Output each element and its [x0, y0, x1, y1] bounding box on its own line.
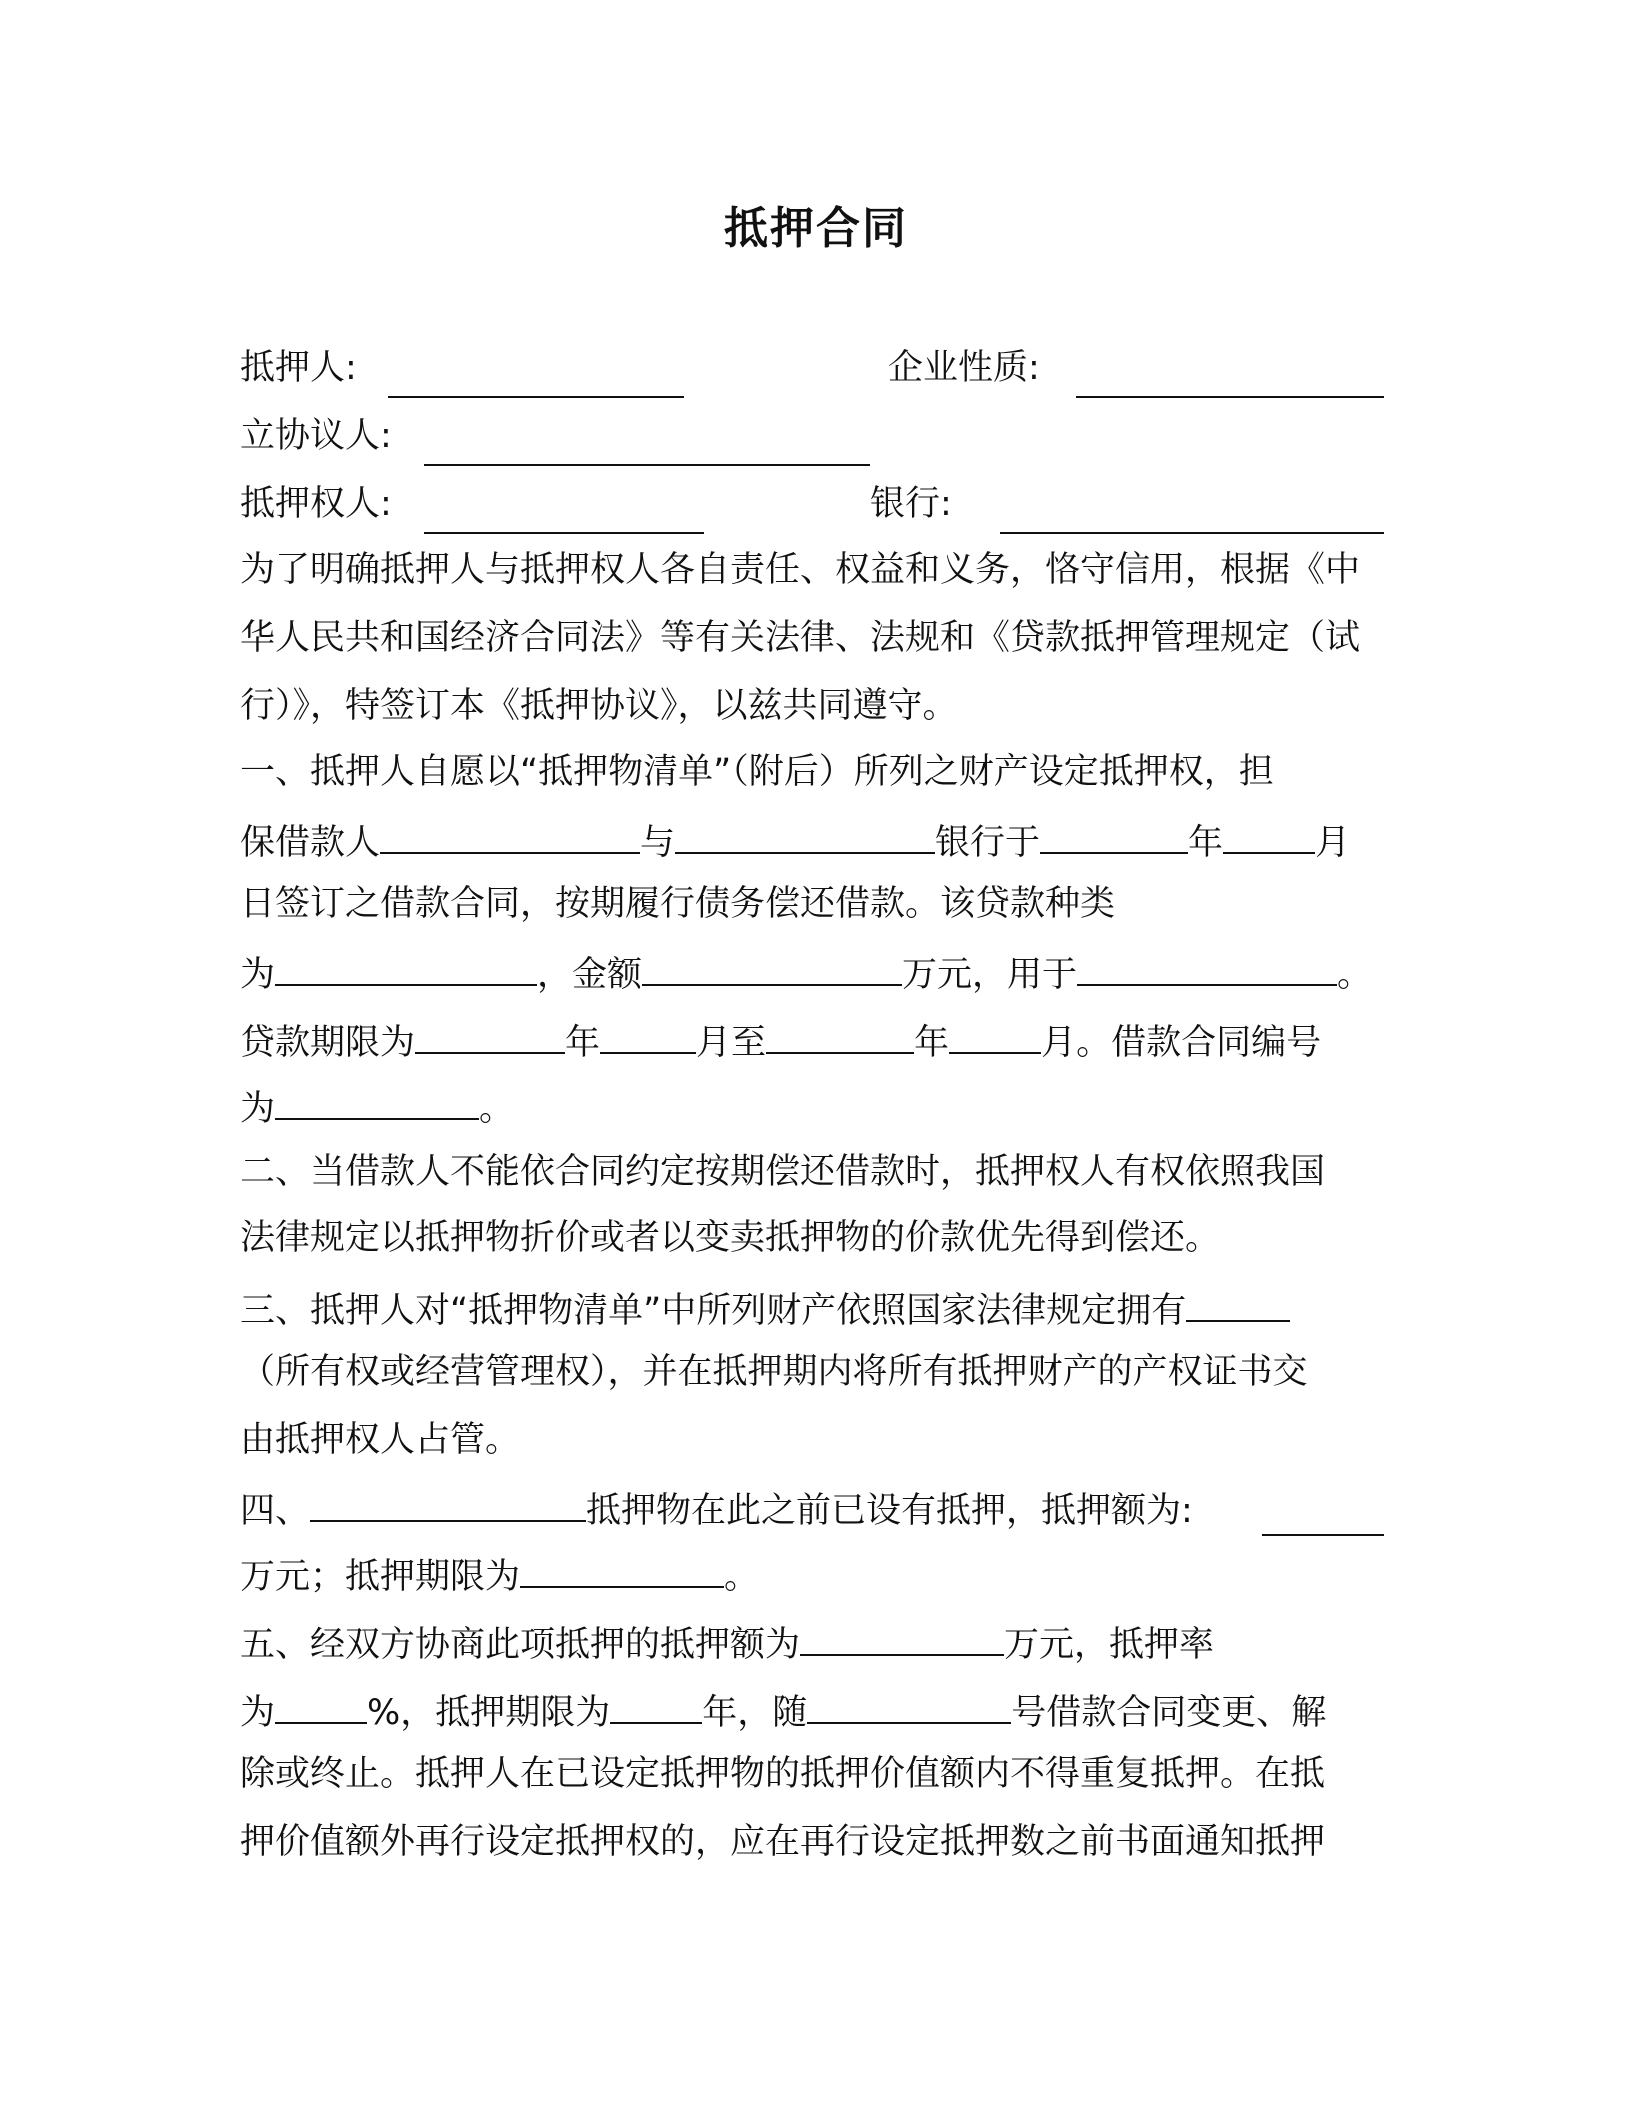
clause1-line-6	[240, 1076, 514, 1132]
clause5-text: 五、经双方协商此项抵押的抵押额为	[240, 1625, 801, 1665]
term-end-year-field[interactable]	[766, 1010, 914, 1054]
clause2-line-2: 法律规定以抵押物折价或者以变卖抵押物的价款优先得到偿还。	[240, 1218, 1221, 1258]
clause1-text: 。	[479, 1089, 515, 1129]
clause1-line-2	[240, 810, 1350, 866]
clause1-text: 贷款期限为	[240, 1023, 416, 1063]
clause1-text: 为	[240, 1089, 276, 1129]
preamble-line-3: 行）》，特签订本《抵押协议》，以兹共同遵守。	[240, 686, 958, 726]
clause5-text: 为	[240, 1693, 276, 1733]
clause1-text: 年	[565, 1023, 601, 1063]
term-start-month-field[interactable]	[600, 1010, 696, 1054]
mortgagee-field[interactable]	[424, 490, 704, 534]
document-title: 抵押合同	[724, 203, 908, 254]
mortgage-term-field[interactable]	[610, 1680, 702, 1724]
term-end-month-field[interactable]	[949, 1010, 1041, 1054]
clause4-text: 抵押物在此之前已设有抵押，抵押额为:	[586, 1491, 1193, 1531]
preamble-line-1: 为了明确抵押人与抵押权人各自责任、权益和义务，恪守信用，根据《中	[240, 550, 1361, 590]
clause1-text: 月	[1315, 823, 1351, 863]
clause5-line-3: 除或终止。抵押人在已设定抵押物的抵押价值额内不得重复抵押。在抵	[240, 1754, 1326, 1794]
enterprise-nature-label: 企业性质:	[888, 348, 1040, 388]
clause1-text: 。	[1337, 955, 1373, 995]
clause1-text: 月至	[696, 1023, 767, 1063]
clause1-text: 为	[240, 955, 276, 995]
clause1-text: ，金额	[537, 955, 643, 995]
clause3-line-1	[240, 1278, 1290, 1334]
mortgage-amount-field[interactable]	[800, 1612, 1004, 1656]
clause3-line-3: 由抵押权人占管。	[240, 1420, 521, 1460]
bank-label: 银行:	[870, 484, 952, 524]
clause1-line-4	[240, 942, 1372, 998]
clause5-line-2	[240, 1680, 1326, 1736]
clause1-text: 万元，用于	[902, 955, 1078, 995]
clause1-line-1: 一、抵押人自愿以“抵押物清单”（附后）所列之财产设定抵押权，担	[240, 752, 1274, 792]
clause5-text: 号借款合同变更、解	[1011, 1693, 1327, 1733]
loan-purpose-field[interactable]	[1077, 942, 1337, 986]
clause5-text: 年，随	[702, 1693, 808, 1733]
prior-mortgage-item-field[interactable]	[310, 1478, 586, 1522]
loan-type-field[interactable]	[275, 942, 537, 986]
preamble-line-2: 华人民共和国经济合同法》等有关法律、法规和《贷款抵押管理规定（试	[240, 618, 1361, 658]
lender-bank-field[interactable]	[675, 810, 935, 854]
clause2-line-1: 二、当借款人不能依合同约定按期偿还借款时，抵押权人有权依照我国	[240, 1152, 1326, 1192]
agreement-party-label: 立协议人:	[240, 416, 392, 456]
ownership-type-field[interactable]	[1186, 1278, 1290, 1322]
clause4-text: 。	[724, 1557, 760, 1597]
term-start-year-field[interactable]	[415, 1010, 565, 1054]
clause1-text: 与	[640, 823, 676, 863]
clause1-text: 年	[1188, 823, 1224, 863]
prior-mortgage-term-field[interactable]	[520, 1544, 724, 1588]
clause4-text: 四、	[240, 1491, 311, 1531]
clause1-text: 年	[914, 1023, 950, 1063]
enterprise-nature-field[interactable]	[1076, 354, 1384, 398]
clause5-text: 万元，抵押率	[1004, 1625, 1215, 1665]
bank-field[interactable]	[1000, 490, 1384, 534]
clause4-text: 万元；抵押期限为	[240, 1557, 521, 1597]
borrower-field[interactable]	[380, 810, 640, 854]
contract-number-field[interactable]	[275, 1076, 479, 1120]
clause5-line-4: 押价值额外再行设定抵押权的，应在再行设定抵押数之前书面通知抵押	[240, 1822, 1326, 1862]
clause1-text: 保借款人	[240, 823, 381, 863]
clause3-line-2: （所有权或经营管理权），并在抵押期内将所有抵押财产的产权证书交	[240, 1352, 1308, 1392]
clause1-text: 月。借款合同编号	[1041, 1023, 1322, 1063]
sign-year-field[interactable]	[1040, 810, 1188, 854]
mortgagor-label: 抵押人:	[240, 348, 357, 388]
clause1-line-5	[240, 1010, 1321, 1066]
clause1-text: 银行于	[935, 823, 1041, 863]
prior-mortgage-amount-field[interactable]	[1262, 1492, 1384, 1536]
clause4-line-1	[240, 1478, 1193, 1534]
clause1-line-3: 日签订之借款合同，按期履行债务偿还借款。该贷款种类	[240, 884, 1116, 924]
sign-month-field[interactable]	[1223, 810, 1315, 854]
clause4-line-2	[240, 1544, 759, 1600]
clause5-text: %，抵押期限为	[367, 1693, 611, 1733]
linked-contract-number-field[interactable]	[807, 1680, 1011, 1724]
agreement-party-field[interactable]	[424, 422, 870, 466]
clause5-line-1	[240, 1612, 1214, 1668]
mortgagee-label: 抵押权人:	[240, 484, 392, 524]
mortgagor-field[interactable]	[388, 354, 684, 398]
loan-amount-field[interactable]	[642, 942, 902, 986]
clause3-text: 三、抵押人对“抵押物清单”中所列财产依照国家法律规定拥有	[240, 1291, 1187, 1331]
mortgage-rate-field[interactable]	[275, 1680, 367, 1724]
